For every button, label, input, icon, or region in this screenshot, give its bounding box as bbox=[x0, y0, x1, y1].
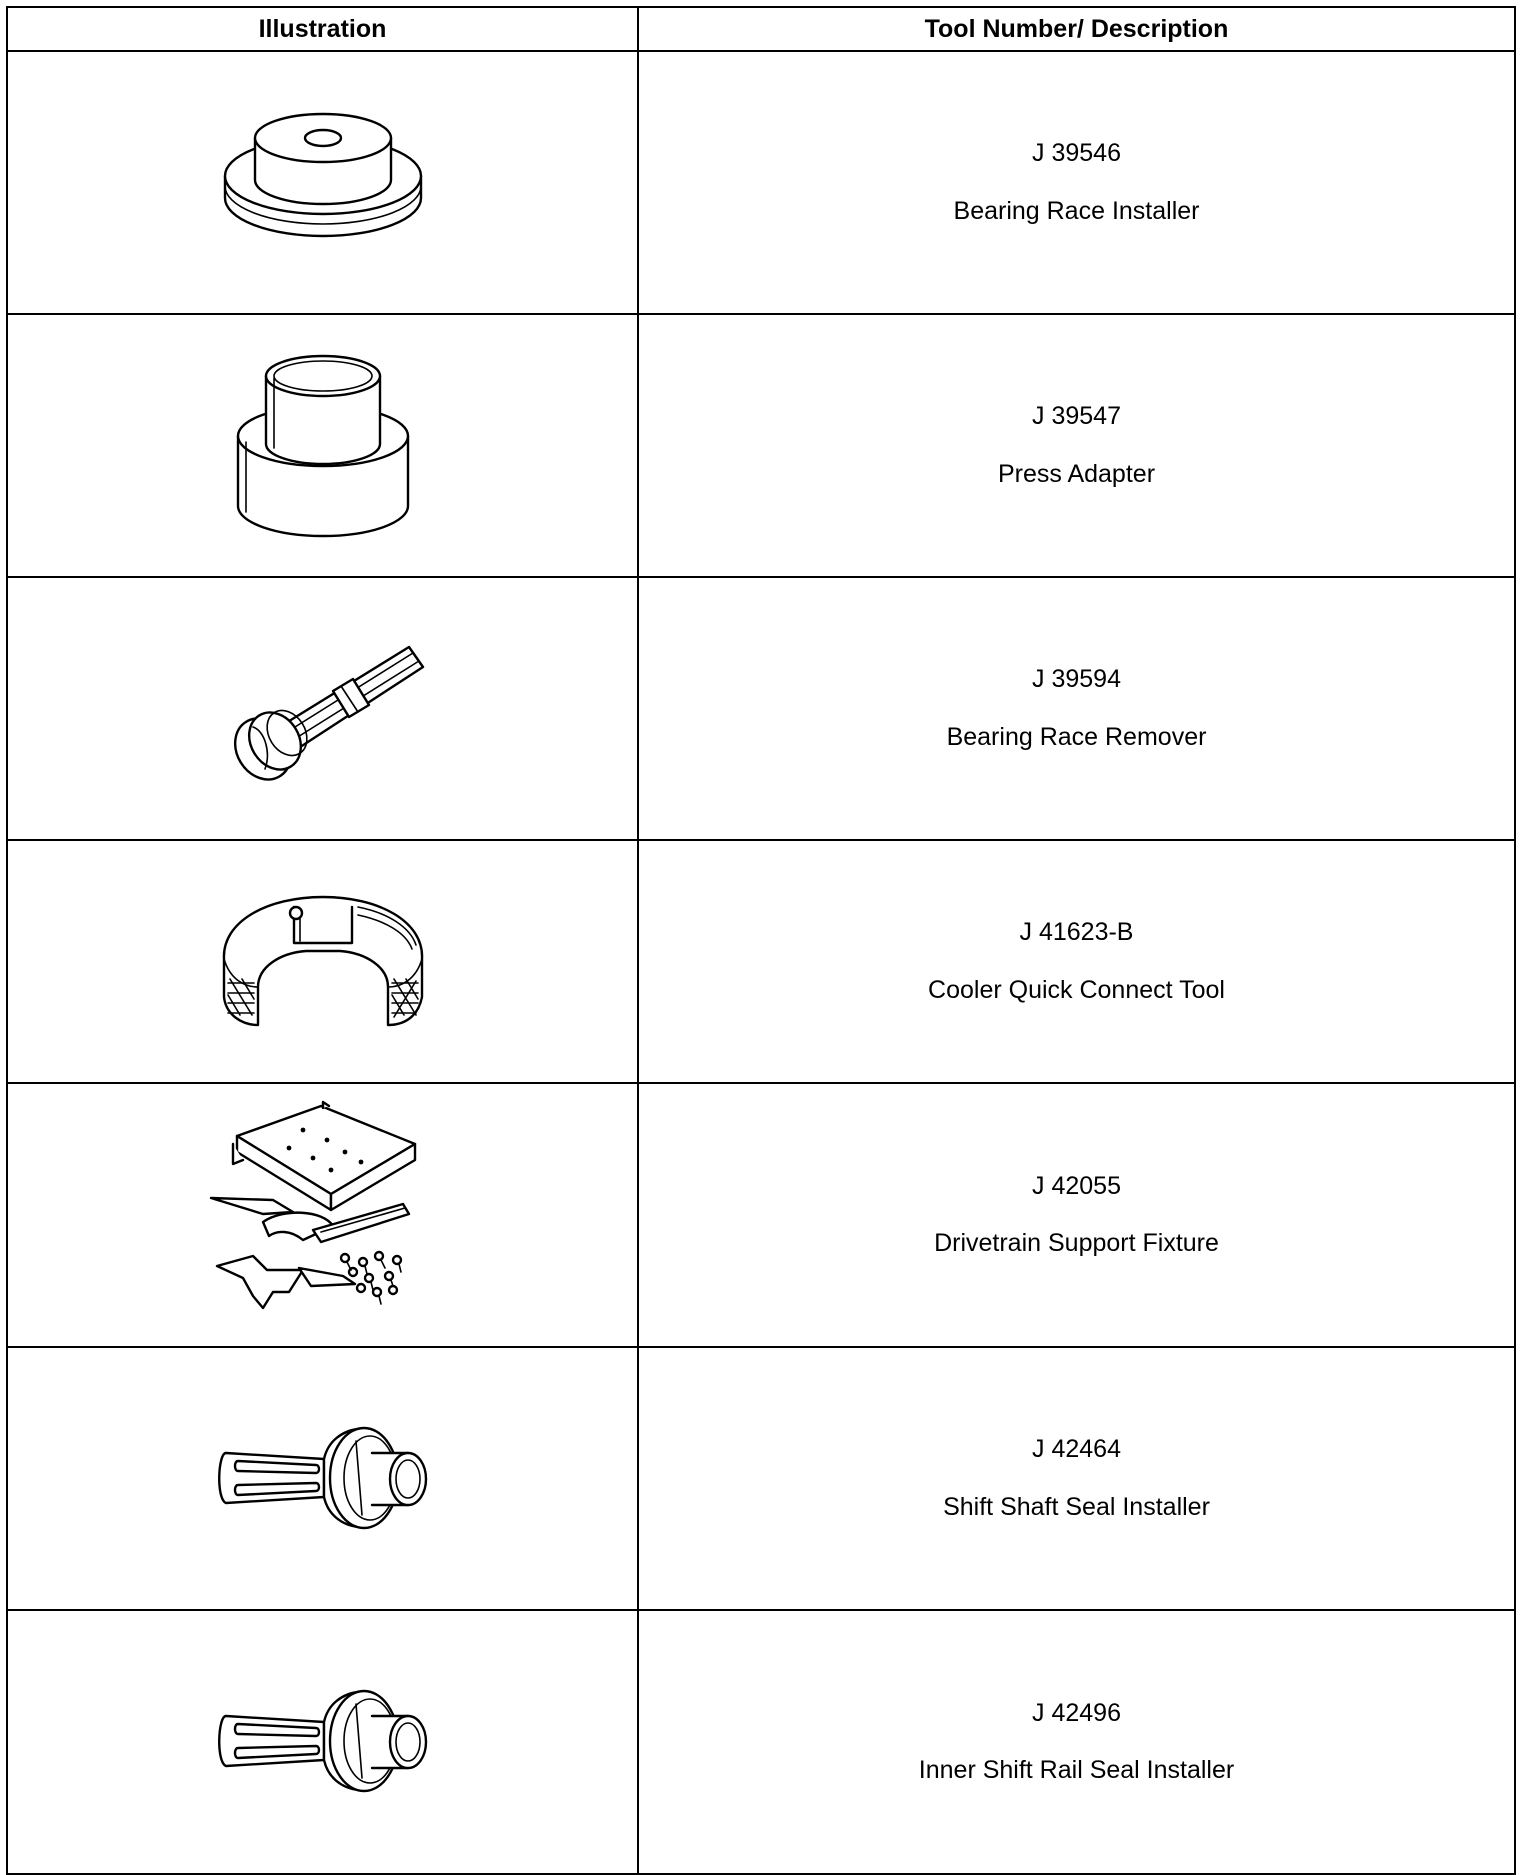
press-adapter-icon bbox=[223, 346, 423, 546]
illustration-cell bbox=[7, 1610, 638, 1874]
illustration-cell bbox=[7, 840, 638, 1083]
column-header-illustration: Illustration bbox=[7, 7, 638, 51]
tool-number: J 39546 bbox=[1032, 139, 1121, 168]
description-cell bbox=[638, 1083, 1515, 1347]
description-cell bbox=[638, 314, 1515, 577]
table-row bbox=[7, 1347, 1515, 1610]
description-cell bbox=[638, 51, 1515, 314]
description-cell bbox=[638, 577, 1515, 840]
table-row bbox=[7, 840, 1515, 1083]
table-row bbox=[7, 1083, 1515, 1347]
tool-table bbox=[6, 6, 1516, 1875]
cooler-quick-connect-tool-icon bbox=[208, 887, 438, 1037]
table-header-row bbox=[7, 7, 1515, 51]
illustration-cell bbox=[7, 1083, 638, 1347]
illustration-cell bbox=[7, 314, 638, 577]
tool-number: J 42055 bbox=[1032, 1171, 1121, 1200]
tool-number: J 42464 bbox=[1032, 1435, 1121, 1464]
tool-description: Inner Shift Rail Seal Installer bbox=[918, 1756, 1235, 1784]
description-cell bbox=[638, 1347, 1515, 1610]
illustration-cell bbox=[7, 577, 638, 840]
description-cell bbox=[638, 840, 1515, 1083]
table-row bbox=[7, 51, 1515, 314]
tool-number: J 39547 bbox=[1032, 402, 1121, 431]
bearing-race-remover-icon bbox=[213, 619, 433, 799]
table-row bbox=[7, 577, 1515, 840]
tool-number: J 41623-B bbox=[1019, 918, 1134, 947]
column-header-tool-description: Tool Number/ Description bbox=[638, 7, 1515, 51]
illustration-cell bbox=[7, 1347, 638, 1610]
tool-description: Press Adapter bbox=[997, 459, 1156, 488]
tool-description: Cooler Quick Connect Tool bbox=[928, 975, 1225, 1004]
bearing-race-installer-icon bbox=[213, 98, 433, 268]
table-row bbox=[7, 1610, 1515, 1874]
tool-number: J 39594 bbox=[1032, 665, 1121, 694]
tool-number: J 42496 bbox=[1032, 1698, 1121, 1727]
shift-shaft-seal-installer-icon bbox=[208, 1419, 438, 1539]
tool-description: Bearing Race Installer bbox=[953, 196, 1200, 225]
table-row bbox=[7, 314, 1515, 577]
tool-description: Drivetrain Support Fixture bbox=[934, 1229, 1219, 1257]
tool-description: Bearing Race Remover bbox=[946, 722, 1207, 751]
drivetrain-support-fixture-icon bbox=[203, 1100, 443, 1330]
tool-description: Shift Shaft Seal Installer bbox=[943, 1492, 1210, 1521]
description-cell bbox=[638, 1610, 1515, 1874]
inner-shift-rail-seal-installer-icon bbox=[208, 1682, 438, 1802]
illustration-cell bbox=[7, 51, 638, 314]
